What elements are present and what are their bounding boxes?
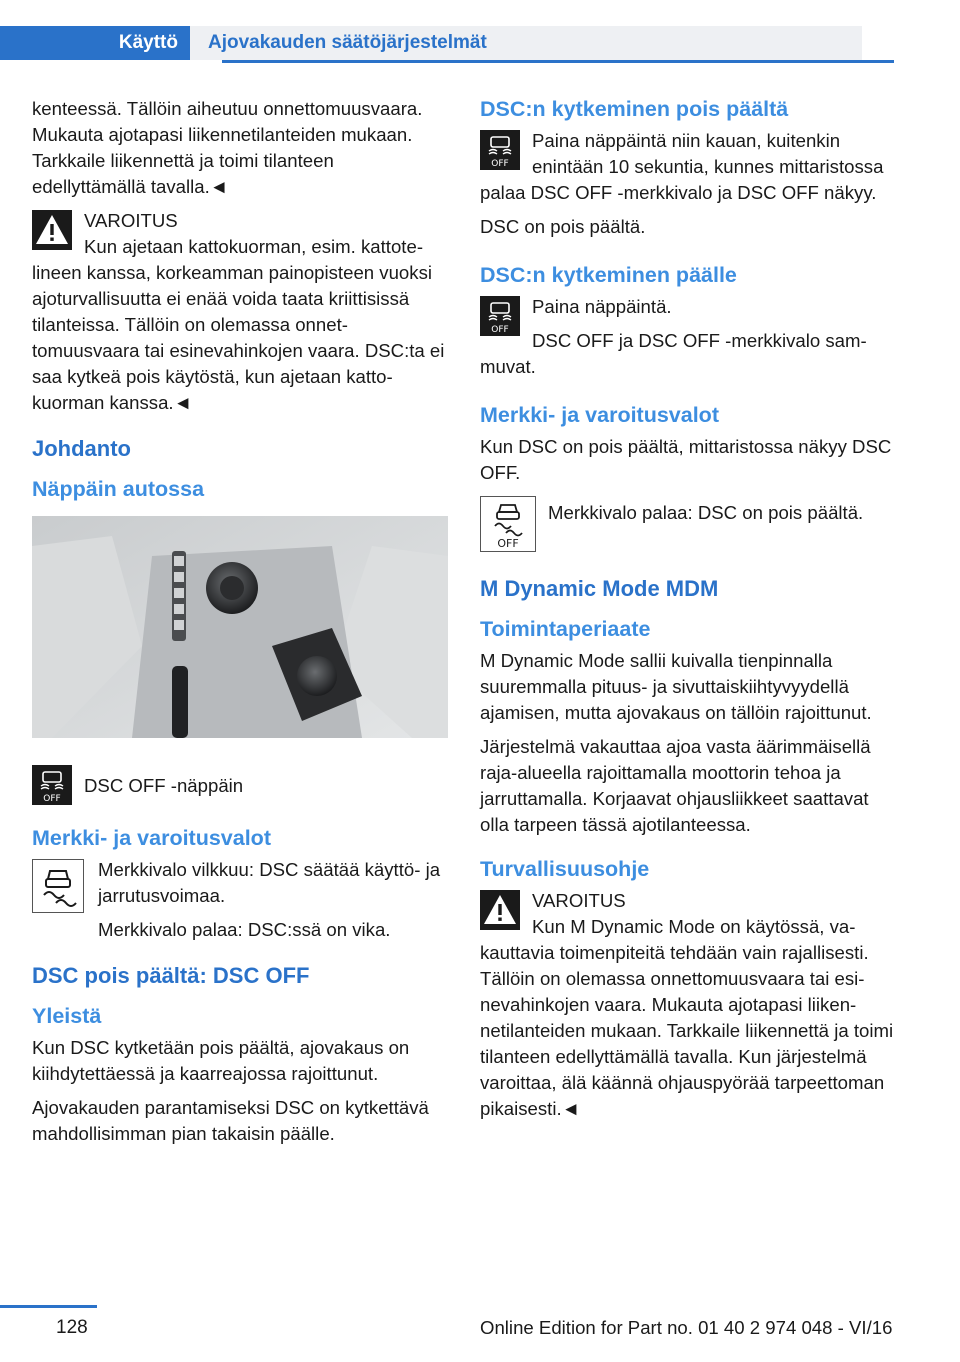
warning-text: Kun M Dynamic Mode on käytössä, vakauttavia toimenpiteitä tehdään vain rajallisesti. Tällöin on olemassa onnettomuusvaara tai esinevahinkojen vaara. Mukauta ajotapasi liikennetilanteiden mukaan. Tarkkaile liikennettä ja toimi tilanteen edellyttämällä tavalla. Kun järjestelmä varoittaa, älä käännä ohjauspyörää tarpeettoman pikaisesti.◄: [480, 916, 894, 1119]
header-underline: [222, 60, 894, 63]
dsc-off-button-icon: [480, 130, 520, 170]
off-text: OFF: [43, 794, 61, 804]
paragraph: DSC on pois päältä.: [480, 216, 646, 237]
heading-nappain-autossa: Näppäin autossa: [32, 477, 205, 501]
heading-m-dynamic-mode: M Dynamic Mode MDM: [480, 576, 719, 601]
heading-dsc-pois-paalta: DSC pois päältä: DSC OFF: [32, 963, 310, 988]
heading-yleista: Yleistä: [32, 1004, 102, 1028]
indicator-text-2: Merkkivalo palaa: DSC:ssä on vika.: [98, 919, 391, 940]
paragraph: M Dynamic Mode sallii kuivalla tienpinnalla suuremmalla pituus- ja sivuttaiskiihtyvyydellä ajamisen, mutta ajovakaus on tällöin rajoittunut.: [480, 650, 872, 723]
indicator-block: [32, 857, 448, 943]
dsc-on-text-1: Paina näppäintä.: [532, 296, 672, 317]
indicator-text-1: Merkkivalo vilkkuu: DSC säätää käyttö- ja jarrutusvoimaa.: [98, 859, 441, 906]
dsc-off-block: [480, 128, 896, 206]
dsc-off-button-icon: [32, 765, 72, 805]
left-column: [32, 96, 448, 1155]
warning-title: VAROITUS: [532, 890, 626, 911]
dsc-indicator-icon: [32, 859, 84, 913]
off-text: OFF: [497, 537, 519, 550]
paragraph: Järjestelmä vakauttaa ajoa vasta äärimmäisellä raja‑alueella rajoittamalla moottorin tehoa ja jarruttamalla. Korjaavat ohjausliikkeet saattavat olla tarpeen tässä ajotilanteessa.: [480, 736, 871, 835]
tab-section-title[interactable]: Ajovakauden säätöjärjestelmät: [190, 26, 862, 60]
page-number: 128: [56, 1317, 88, 1338]
dsc-on-text-2: DSC OFF ja DSC OFF ‑merkkivalo sammuvat.: [480, 330, 867, 377]
center-console-photo: [32, 516, 448, 738]
warning-triangle-icon: [480, 890, 520, 930]
heading-dsc-kytkeminen-pois: DSC:n kytkeminen pois päältä: [480, 97, 789, 121]
indicator-text: Merkkivalo palaa: DSC on pois päältä.: [548, 502, 864, 523]
button-caption: DSC OFF ‑näppäin: [84, 775, 244, 796]
warning-title: VAROITUS: [84, 210, 178, 231]
heading-merkki-varoitusvalot: Merkki- ja varoitusvalot: [480, 403, 719, 427]
dsc-on-block: [480, 294, 896, 380]
right-column: [480, 96, 896, 1130]
heading-merkki-varoitusvalot: Merkki- ja varoitusvalot: [32, 826, 271, 850]
heading-turvallisuusohje: Turvallisuusohje: [480, 857, 650, 881]
warning-triangle-icon: [32, 210, 72, 250]
off-text: OFF: [491, 325, 509, 335]
dsc-off-button-icon: [480, 296, 520, 336]
off-text: OFF: [491, 159, 509, 169]
edition-text: Online Edition for Part no. 01 40 2 974 048 - VI/16: [480, 1317, 893, 1338]
warning-block: [32, 208, 448, 416]
heading-toimintaperiaate: Toimintaperiaate: [480, 617, 651, 641]
heading-dsc-kytkeminen-paalle: DSC:n kytkeminen päälle: [480, 263, 737, 287]
dsc-off-indicator-icon: [480, 496, 536, 552]
heading-johdanto: Johdanto: [32, 436, 131, 461]
paragraph: Kun DSC on pois päältä, mittaristossa näkyy DSC OFF.: [480, 436, 892, 483]
dsc-button-caption-row: [32, 763, 448, 809]
warning-block: [480, 888, 896, 1122]
header-bar: [0, 26, 862, 60]
paragraph: Kun DSC kytketään pois päältä, ajovakaus on kiihdytettäessä ja kaarreajossa rajoittunut.: [32, 1037, 410, 1084]
footer-line: [0, 1305, 97, 1308]
tab-kaytto[interactable]: Käyttö: [0, 26, 190, 60]
paragraph: kenteessä. Tällöin aiheutuu onnettomuusvaara. Mukauta ajotapasi liikennetilanteiden mukaan. Tarkkaile liikennettä ja toimi tilanteen edellyttämällä tavalla.◄: [32, 98, 423, 197]
dsc-off-text: Paina näppäintä niin kauan, kuitenkin enintään 10 sekuntia, kunnes mittaristossa palaa DSC OFF ‑merkkivalo ja DSC OFF näkyy.: [480, 130, 884, 203]
dsc-off-indicator-block: [480, 494, 896, 556]
paragraph: Ajovakauden parantamiseksi DSC on kytkettävä mahdollisimman pian takaisin päälle.: [32, 1097, 429, 1144]
warning-text: Kun ajetaan kattokuorman, esim. kattotelineen kanssa, korkeamman painopisteen vuoksi ajoturvallisuutta ei enää voida taata kriittisissä tilanteissa. Tällöin on olemassa onnettomuusvaara tai esinevahinkojen vaara. DSC:ta ei saa kytkeä pois käytöstä, kun ajetaan kattokuorman kanssa.◄: [32, 236, 445, 413]
